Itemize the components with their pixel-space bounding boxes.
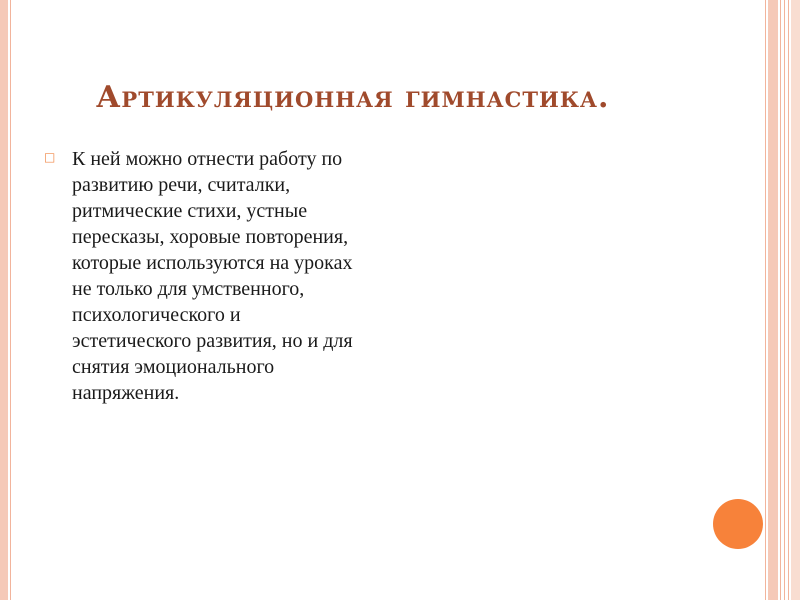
right-border-line (784, 0, 785, 600)
right-border-line (765, 0, 766, 600)
right-border-line (788, 0, 789, 600)
right-border-band (791, 0, 800, 600)
slide-title: Артикуляционная гимнастика. (96, 80, 610, 115)
right-border-line (780, 0, 781, 600)
right-border-band (768, 0, 778, 600)
bullet-text: К ней можно отнести работу по развитию речи, считалки, ритмические стихи, устные пересказы, хоровые повторения, которые используются на уроках не только для умственного, психологического и эстетического развития, но и для снятия эмоционального напряжения. (72, 148, 353, 404)
left-border-line (10, 0, 11, 600)
orange-circle-icon (713, 499, 763, 549)
bullet-square-icon: □ (44, 150, 56, 164)
left-border-band (0, 0, 8, 600)
